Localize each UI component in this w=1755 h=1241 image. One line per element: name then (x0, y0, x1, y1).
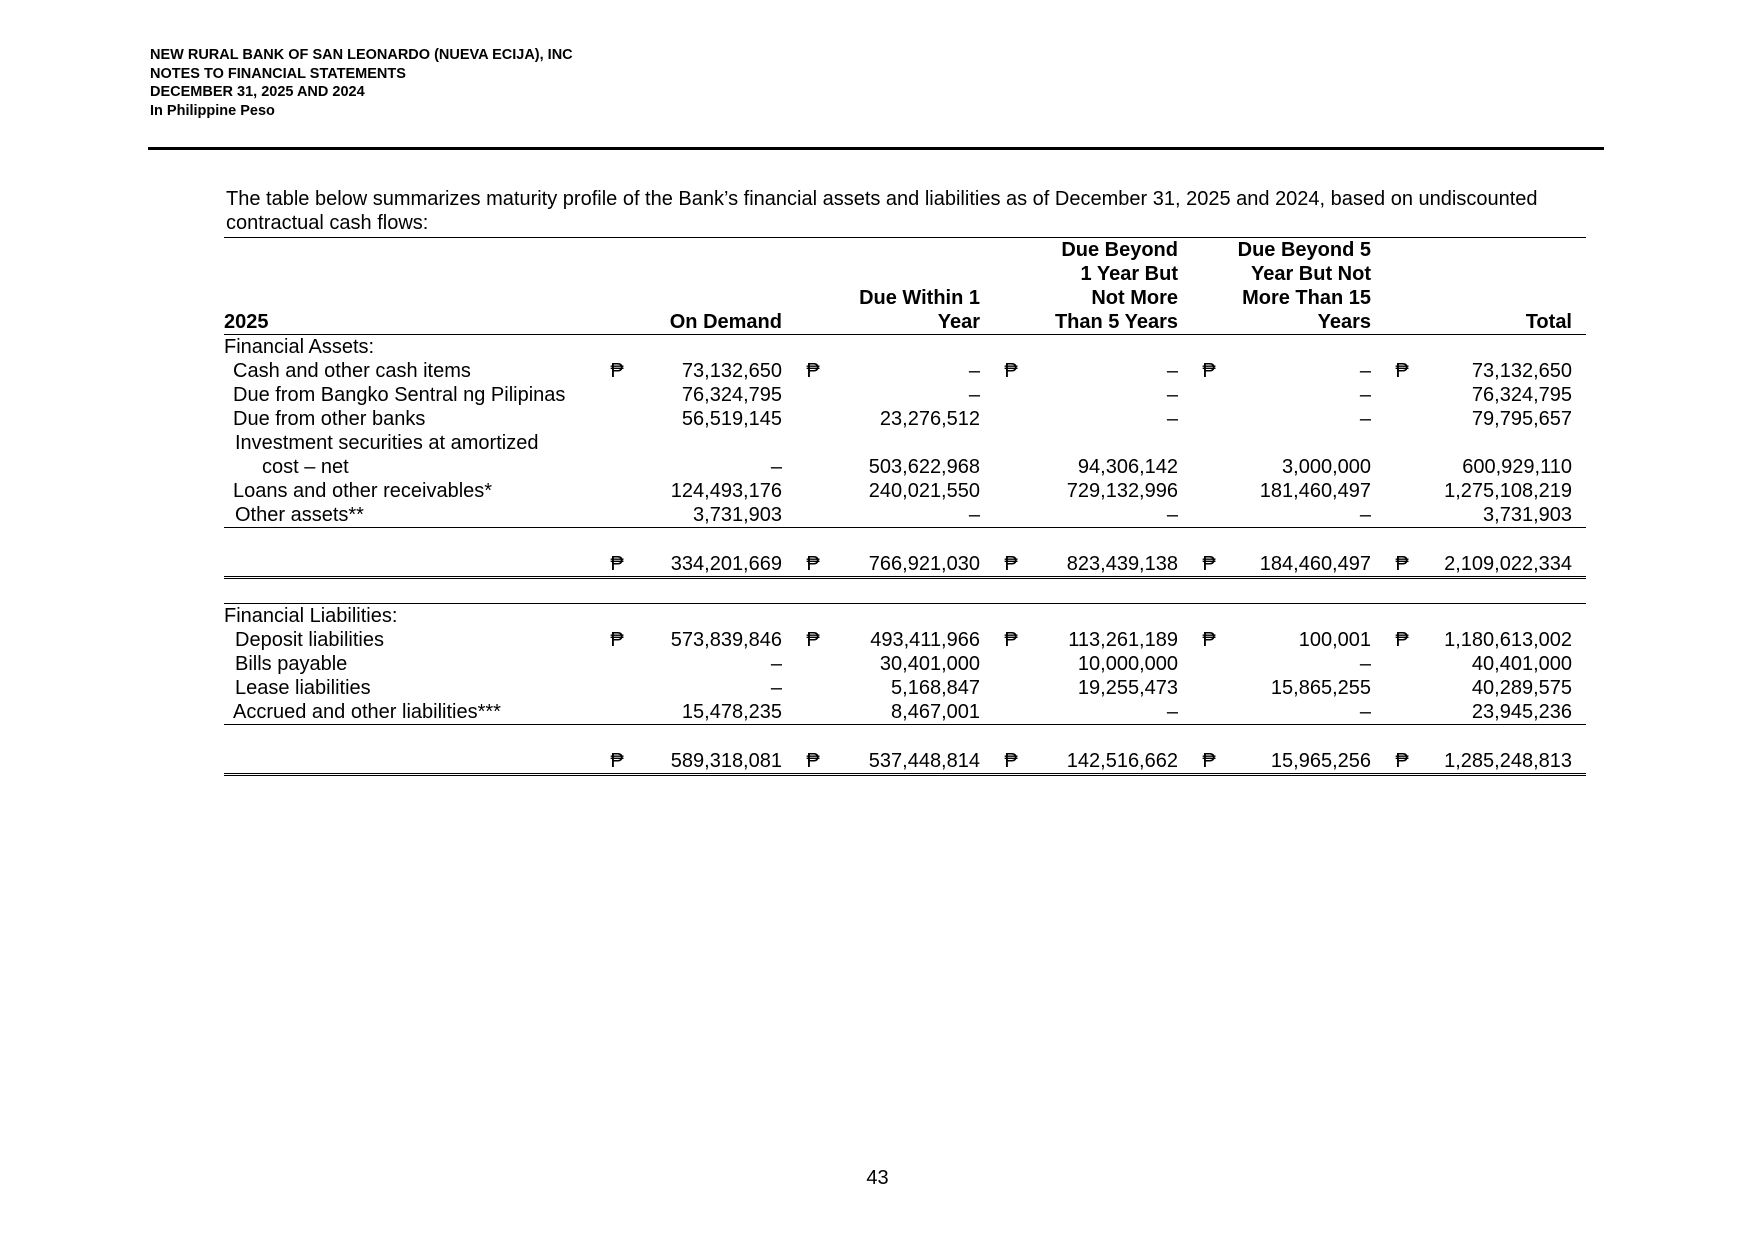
peso-sign: ₱ (1004, 360, 1018, 382)
peso-sign: ₱ (792, 552, 834, 578)
liabilities-total-row (224, 749, 1586, 775)
peso-sign: ₱ (990, 552, 1032, 578)
cell-on-demand: 76,324,795 (681, 384, 782, 406)
total-total: 1,285,248,813 (1423, 749, 1586, 775)
peso-sign: ₱ (610, 629, 624, 651)
row-label: Accrued and other liabilities*** (224, 700, 596, 725)
total-beyond-5: 15,965,256 (1230, 749, 1381, 775)
peso-sign: ₱ (1381, 749, 1423, 775)
total-within-1: 766,921,030 (834, 552, 990, 578)
cell-beyond-5: – (1359, 360, 1371, 382)
total-beyond-5: 184,460,497 (1230, 552, 1381, 578)
cell-on-demand: – (770, 677, 782, 699)
table-row (224, 455, 1586, 479)
cell-on-demand: 15,478,235 (638, 700, 792, 725)
col-beyond5-line3: More Than 15 (1242, 287, 1371, 309)
document-header (150, 46, 573, 120)
peso-sign: ₱ (1395, 629, 1409, 651)
cell-within-1: 23,276,512 (879, 408, 980, 430)
cell-within-1: 240,021,550 (868, 480, 980, 502)
total-total: 2,109,022,334 (1423, 552, 1586, 578)
row-label: Due from other banks (233, 408, 426, 430)
col-beyond1-line1: Due Beyond (1032, 238, 1188, 263)
peso-sign: ₱ (1004, 629, 1018, 651)
cell-beyond-5: 15,865,255 (1270, 677, 1371, 699)
header-row-1 (224, 238, 1586, 263)
table-row (224, 359, 1586, 383)
cell-beyond-5: 181,460,497 (1259, 480, 1371, 502)
cell-on-demand: 3,731,903 (638, 503, 792, 528)
col-beyond5-line2: Year But Not (1250, 263, 1371, 285)
statement-title: NOTES TO FINANCIAL STATEMENTS (150, 65, 406, 82)
peso-sign: ₱ (596, 552, 638, 578)
assets-heading: Financial Assets: (224, 336, 375, 358)
cell-beyond-5: – (1359, 653, 1371, 675)
cell-beyond-1: – (1032, 700, 1188, 725)
cell-total: 1,275,108,219 (1444, 480, 1572, 502)
peso-sign: ₱ (1188, 749, 1230, 775)
table-row (224, 652, 1586, 676)
cell-beyond-1: 94,306,142 (1077, 456, 1178, 478)
cell-on-demand: 56,519,145 (681, 408, 782, 430)
table-row (224, 628, 1586, 652)
cell-within-1: 5,168,847 (891, 677, 980, 699)
maturity-profile-table (224, 237, 1586, 776)
peso-sign: ₱ (1381, 552, 1423, 578)
cell-within-1: 8,467,001 (834, 700, 990, 725)
cell-beyond-5: – (1230, 503, 1381, 528)
peso-sign: ₱ (1202, 629, 1216, 651)
cell-beyond-1: – (1032, 503, 1188, 528)
header-row-3 (224, 286, 1586, 310)
liabilities-heading: Financial Liabilities: (224, 604, 1586, 629)
cell-beyond-1: 19,255,473 (1077, 677, 1178, 699)
cell-total: 600,929,110 (1462, 456, 1572, 478)
col-beyond1-line2: 1 Year But (1080, 263, 1178, 285)
peso-sign: ₱ (990, 749, 1032, 775)
cell-on-demand: – (770, 456, 782, 478)
assets-heading-row (224, 335, 1586, 360)
row-label: Other assets** (224, 503, 596, 528)
cell-total: 40,401,000 (1471, 653, 1572, 675)
page-number: 43 (866, 1167, 889, 1189)
intro-paragraph: The table below summarizes maturity profile of the Bank’s financial assets and liabilities as of December 31, 2025 and 2024, based on undiscounted contractual cash flows: (226, 188, 1538, 234)
row-label: Investment securities at amortized (235, 432, 539, 454)
cell-beyond-1: 729,132,996 (1066, 480, 1178, 502)
cell-beyond-1: – (1166, 408, 1178, 430)
header-row-2 (224, 262, 1586, 286)
table-row (224, 676, 1586, 700)
cell-within-1: – (834, 503, 990, 528)
row-label: Lease liabilities (235, 677, 371, 699)
col-on-demand: On Demand (638, 310, 792, 335)
cell-beyond-1: – (1166, 360, 1178, 382)
total-on-demand: 589,318,081 (638, 749, 792, 775)
peso-sign: ₱ (806, 360, 820, 382)
cell-total: 79,795,657 (1471, 408, 1572, 430)
header-row-4 (224, 310, 1586, 335)
cell-beyond-5: – (1359, 408, 1371, 430)
cell-within-1: 30,401,000 (879, 653, 980, 675)
col-within1-line2: Year (834, 310, 990, 335)
row-label: Deposit liabilities (235, 629, 384, 651)
header-rule (148, 147, 1604, 150)
row-label-continued: cost – net (262, 456, 349, 478)
total-on-demand: 334,201,669 (638, 552, 792, 578)
assets-total-row (224, 552, 1586, 578)
cell-on-demand: – (770, 653, 782, 675)
cell-on-demand: 573,839,846 (670, 629, 782, 651)
table-row (224, 479, 1586, 503)
peso-sign: ₱ (792, 749, 834, 775)
statement-period: DECEMBER 31, 2025 AND 2024 (150, 84, 365, 100)
table-row (224, 700, 1586, 725)
cell-beyond-5: – (1359, 384, 1371, 406)
total-within-1: 537,448,814 (834, 749, 990, 775)
cell-total: 3,731,903 (1423, 503, 1586, 528)
cell-within-1: 493,411,966 (870, 629, 980, 651)
cell-total: 73,132,650 (1471, 360, 1572, 382)
table-row (224, 431, 1586, 455)
cell-total: 40,289,575 (1471, 677, 1572, 699)
peso-sign: ₱ (1202, 360, 1216, 382)
currency-note: In Philippine Peso (150, 102, 275, 119)
liabilities-heading-row (224, 604, 1586, 629)
col-beyond5-line1: Due Beyond 5 (1230, 238, 1381, 263)
col-beyond1-line4: Than 5 Years (1032, 310, 1188, 335)
peso-sign: ₱ (1395, 360, 1409, 382)
cell-within-1: 503,622,968 (868, 456, 980, 478)
cell-total: 23,945,236 (1423, 700, 1586, 725)
col-beyond5-line4: Years (1230, 310, 1381, 335)
total-beyond-1: 823,439,138 (1032, 552, 1188, 578)
cell-on-demand: 73,132,650 (681, 360, 782, 382)
spacer-row (224, 528, 1586, 553)
cell-on-demand: 124,493,176 (670, 480, 782, 502)
bank-name: NEW RURAL BANK OF SAN LEONARDO (NUEVA ECIJA), INC (150, 47, 573, 63)
spacer-row (224, 578, 1586, 604)
row-label: Due from Bangko Sentral ng Pilipinas (233, 384, 566, 406)
cell-beyond-1: 113,261,189 (1068, 629, 1178, 651)
table-row (224, 407, 1586, 431)
cell-within-1: – (968, 360, 980, 382)
col-within1-line1: Due Within 1 (859, 287, 980, 309)
col-year: 2025 (224, 310, 596, 335)
spacer-row (224, 725, 1586, 750)
cell-total: 76,324,795 (1471, 384, 1572, 406)
row-label: Loans and other receivables* (233, 480, 493, 502)
table-row (224, 503, 1586, 528)
col-beyond1-line3: Not More (1091, 287, 1178, 309)
col-total: Total (1423, 310, 1586, 335)
peso-sign: ₱ (806, 629, 820, 651)
cell-beyond-5: 100,001 (1298, 629, 1371, 651)
cell-within-1: – (968, 384, 980, 406)
table-row (224, 383, 1586, 407)
peso-sign: ₱ (610, 360, 624, 382)
peso-sign: ₱ (1188, 552, 1230, 578)
cell-beyond-5: – (1230, 700, 1381, 725)
cell-total: 1,180,613,002 (1444, 629, 1572, 651)
row-label: Cash and other cash items (233, 360, 471, 382)
peso-sign: ₱ (596, 749, 638, 775)
cell-beyond-1: 10,000,000 (1077, 653, 1178, 675)
total-beyond-1: 142,516,662 (1032, 749, 1188, 775)
cell-beyond-5: 3,000,000 (1282, 456, 1371, 478)
cell-beyond-1: – (1166, 384, 1178, 406)
row-label: Bills payable (235, 653, 348, 675)
